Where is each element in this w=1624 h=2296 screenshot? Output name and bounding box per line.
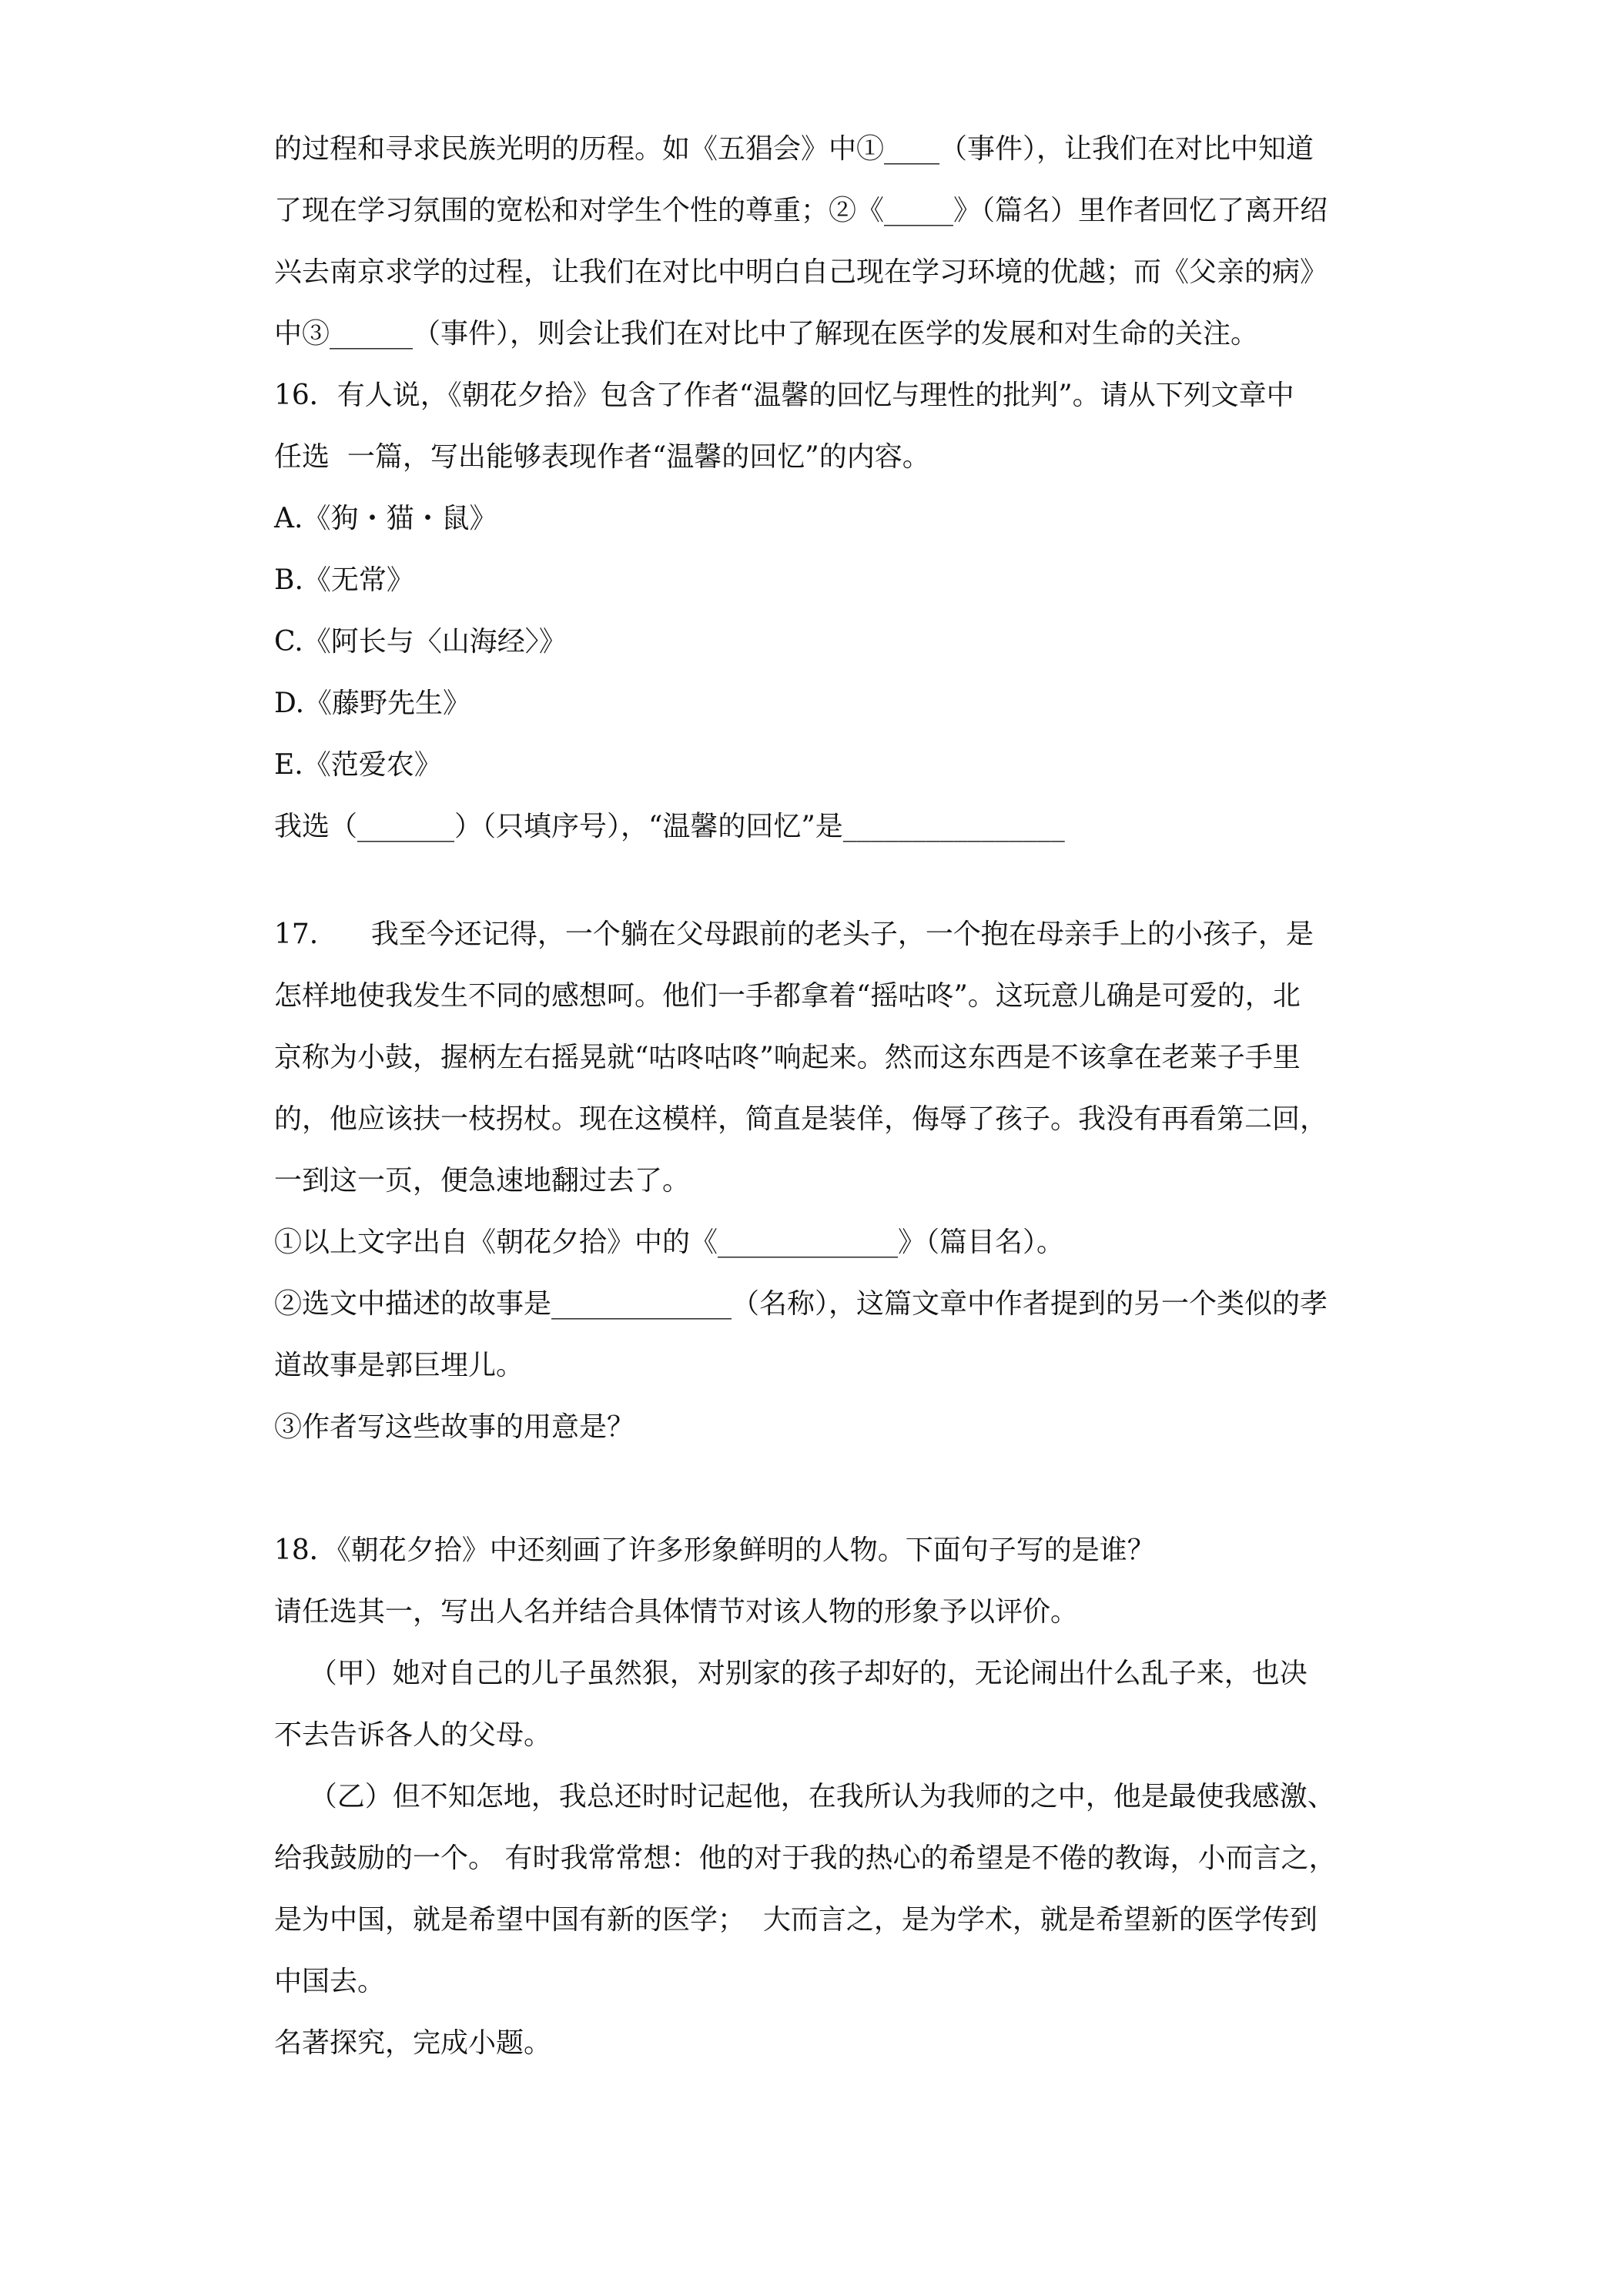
q16-option-b: B.《无常》 [274, 564, 414, 596]
q15-line-2: 了现在学习氛围的宽松和对学生个性的尊重；②《_____》（篇名）里作者回忆了离开绍 [274, 195, 1328, 226]
q18-closing-instruction: 名著探究，完成小题。 [274, 2027, 552, 2059]
q16-option-d: D.《藤野先生》 [274, 688, 471, 719]
q15-line-1: 的过程和寻求民族光明的历程。如《五猖会》中①____（事件），让我们在对比中知道 [274, 133, 1314, 165]
q18-yi-line-1: （乙）但不知怎地，我总还时时记起他，在我所认为我师的之中，他是最使我感激、 [274, 1781, 1335, 1812]
q16-answer-line: 我选（_______）（只填序号），“温馨的回忆”是________________ [274, 811, 1065, 842]
q16-option-e: E.《范爱农》 [274, 749, 442, 781]
q18-yi-line-4: 中国去。 [274, 1966, 386, 1997]
q18-yi-line-2: 给我鼓励的一个。 有时我常常想：他的对于我的热心的希望是不倦的教诲，小而言之， [274, 1842, 1337, 1874]
q17-passage-line-5: 一到这一页，便急速地翻过去了。 [274, 1165, 691, 1197]
q17-passage-line-2: 怎样地使我发生不同的感想呵。他们一手都拿着“摇咕咚”。这玩意儿确是可爱的，北 [274, 980, 1301, 1012]
q18-prompt-line-1: 18．《朝花夕拾》中还刻画了许多形象鲜明的人物。下面句子写的是谁？ [274, 1535, 1155, 1566]
q17-passage-line-1: 17. 我至今还记得，一个躺在父母跟前的老头子，一个抱在母亲手上的小孩子，是 [274, 919, 1314, 950]
q16-prompt-line-2: 任选 一篇，写出能够表现作者“温馨的回忆”的内容。 [274, 441, 930, 473]
q16-option-c: C.《阿长与〈山海经〉》 [274, 626, 567, 658]
q17-sub-question-2-line-1: ②选文中描述的故事是_____________（名称），这篇文章中作者提到的另一个类似的孝 [274, 1288, 1328, 1320]
q17-passage-line-4: 的，他应该扶一枝拐杖。现在这模样，简直是装佯，侮辱了孩子。我没有再看第二回， [274, 1103, 1328, 1135]
q17-sub-question-2-line-2: 道故事是郭巨埋儿。 [274, 1350, 524, 1381]
q18-prompt-line-2: 请任选其一，写出人名并结合具体情节对该人物的形象予以评价。 [274, 1596, 1079, 1628]
q18-jia-line-2: 不去告诉各人的父母。 [274, 1719, 552, 1751]
q17-sub-question-1: ①以上文字出自《朝花夕拾》中的《_____________》（篇目名）。 [274, 1227, 1065, 1258]
q18-yi-line-3: 是为中国，就是希望中国有新的医学； 大而言之，是为学术，就是希望新的医学传到 [274, 1904, 1318, 1936]
q15-line-3: 兴去南京求学的过程，让我们在对比中明白自己现在学习环境的优越；而《父亲的病》 [274, 256, 1328, 288]
q16-prompt-line-1: 16．有人说，《朝花夕拾》包含了作者“温馨的回忆与理性的批判”。请从下列文章中 [274, 380, 1294, 411]
q17-passage-line-3: 京称为小鼓，握柄左右摇晃就“咕咚咕咚”响起来。然而这东西是不该拿在老莱子手里 [274, 1042, 1301, 1073]
q16-option-a: A.《狗・猫・鼠》 [274, 503, 497, 534]
q15-line-4: 中③______（事件），则会让我们在对比中了解现在医学的发展和对生命的关注。 [274, 318, 1259, 350]
q18-jia-line-1: （甲）她对自己的儿子虽然狠，对别家的孩子却好的，无论闹出什么乱子来，也决 [274, 1658, 1308, 1689]
q17-sub-question-3: ③作者写这些故事的用意是？ [274, 1411, 635, 1443]
